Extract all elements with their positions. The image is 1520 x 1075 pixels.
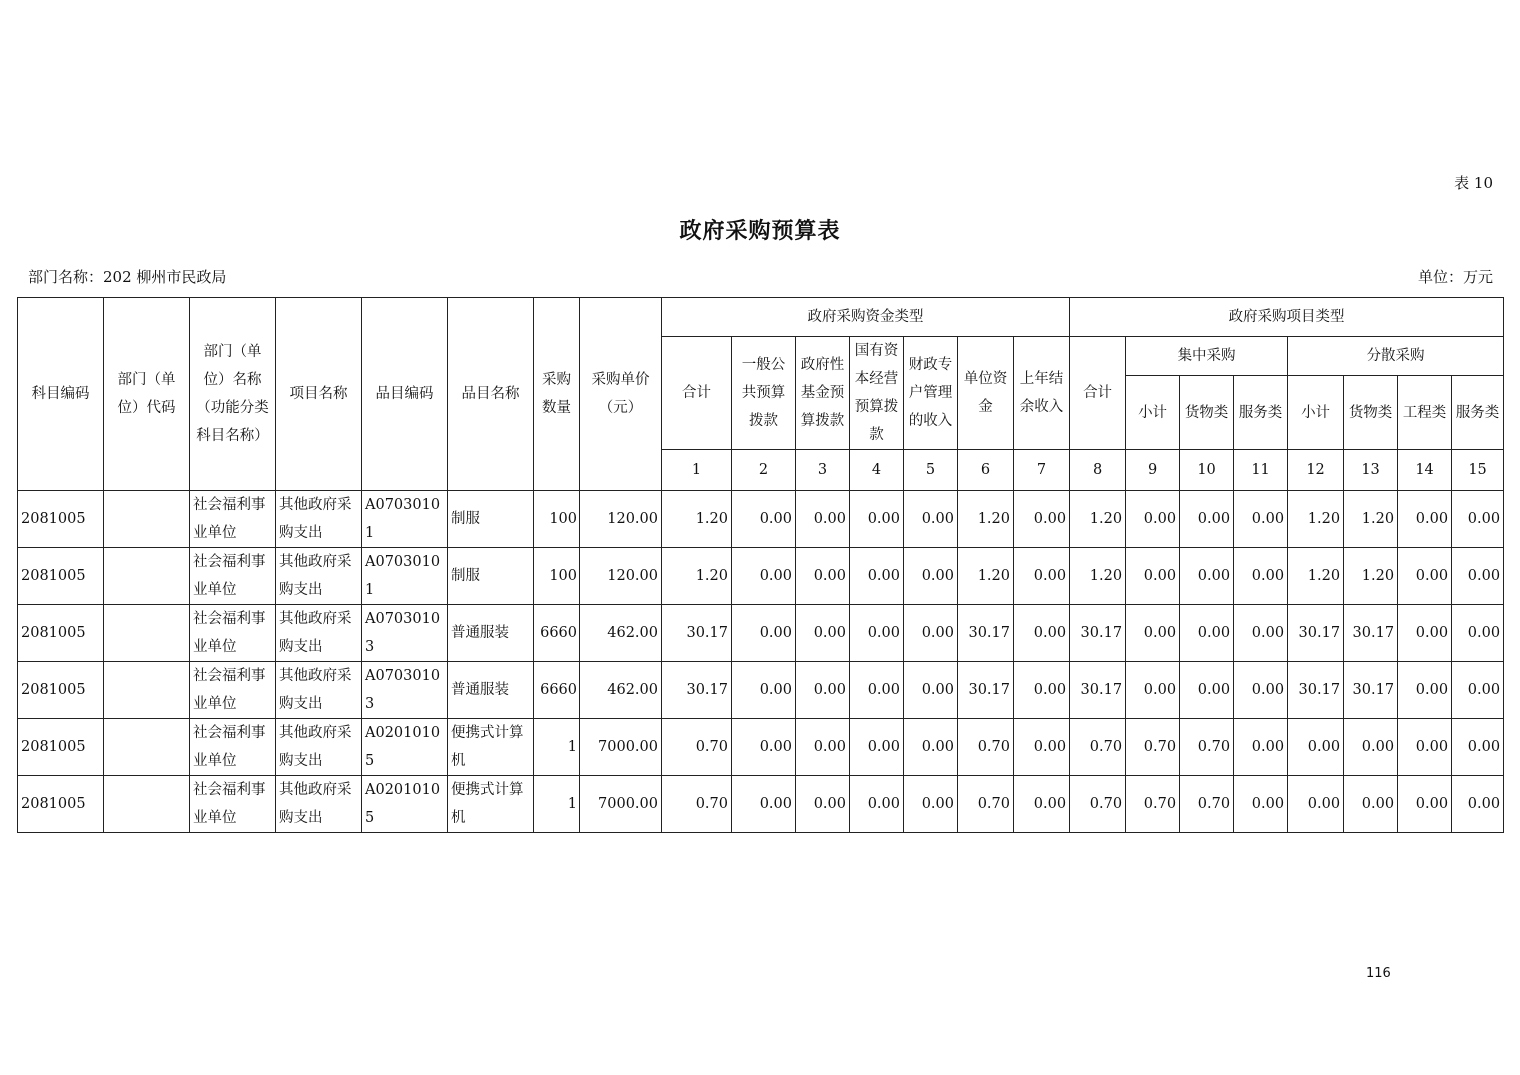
header-gov-fund-budget: 政府性基金预算拨款: [796, 337, 850, 450]
cell-decentralized-subtotal: 0.00: [1288, 719, 1344, 776]
header-decentralized-works: 工程类: [1398, 376, 1452, 450]
cell-quantity: 1: [534, 776, 580, 833]
cell-special-account: 0.00: [904, 662, 958, 719]
cell-unit-fund: 0.70: [958, 719, 1014, 776]
column-number: 10: [1180, 450, 1234, 491]
cell-gov-fund: 0.00: [796, 719, 850, 776]
table-row: [18, 719, 1504, 776]
cell-project-name: 其他政府采购支出: [276, 491, 362, 548]
cell-decentralized-goods: 30.17: [1344, 605, 1398, 662]
cell-decentralized-subtotal: 1.20: [1288, 548, 1344, 605]
cell-unit-fund: 0.70: [958, 776, 1014, 833]
cell-centralized-goods: 0.00: [1180, 548, 1234, 605]
cell-dept-code: [104, 605, 190, 662]
cell-subject-code: 2081005: [18, 548, 104, 605]
cell-decentralized-works: 0.00: [1398, 719, 1452, 776]
cell-item-name: 便携式计算机: [448, 719, 534, 776]
cell-state-capital: 0.00: [850, 548, 904, 605]
column-number: 4: [850, 450, 904, 491]
cell-gov-fund: 0.00: [796, 605, 850, 662]
header-decentralized-subtotal: 小计: [1288, 376, 1344, 450]
cell-centralized-services: 0.00: [1234, 548, 1288, 605]
cell-dept-name: 社会福利事业单位: [190, 548, 276, 605]
cell-project-total: 0.70: [1070, 776, 1126, 833]
column-number: 6: [958, 450, 1014, 491]
cell-state-capital: 0.00: [850, 605, 904, 662]
table-row: [18, 548, 1504, 605]
header-special-account-income: 财政专户管理的收入: [904, 337, 958, 450]
cell-project-total: 1.20: [1070, 491, 1126, 548]
cell-special-account: 0.00: [904, 776, 958, 833]
column-number: 12: [1288, 450, 1344, 491]
table-row: [18, 491, 1504, 548]
header-decentralized-services: 服务类: [1452, 376, 1504, 450]
cell-general-public: 0.00: [732, 662, 796, 719]
cell-unit-fund: 1.20: [958, 548, 1014, 605]
table-number: 表 10: [1454, 174, 1493, 192]
unit-label: 单位：万元: [1417, 268, 1493, 286]
cell-state-capital: 0.00: [850, 662, 904, 719]
cell-prior-balance: 0.00: [1014, 776, 1070, 833]
cell-decentralized-works: 0.00: [1398, 605, 1452, 662]
header-fund-type-group: 政府采购资金类型: [662, 298, 1070, 337]
cell-project-name: 其他政府采购支出: [276, 719, 362, 776]
department-name: 部门名称：202 柳州市民政局: [28, 268, 227, 286]
page-number: 116: [1366, 966, 1391, 981]
cell-fund-total: 0.70: [662, 719, 732, 776]
procurement-budget-table: [17, 297, 1504, 833]
cell-item-code: A07030103: [362, 605, 448, 662]
header-item-name: 品目名称: [448, 298, 534, 491]
cell-centralized-services: 0.00: [1234, 662, 1288, 719]
cell-dept-code: [104, 776, 190, 833]
column-number: 13: [1344, 450, 1398, 491]
cell-dept-name: 社会福利事业单位: [190, 605, 276, 662]
cell-gov-fund: 0.00: [796, 776, 850, 833]
cell-decentralized-goods: 0.00: [1344, 776, 1398, 833]
cell-special-account: 0.00: [904, 548, 958, 605]
cell-dept-code: [104, 491, 190, 548]
cell-unit-fund: 30.17: [958, 662, 1014, 719]
cell-quantity: 6660: [534, 605, 580, 662]
cell-decentralized-subtotal: 1.20: [1288, 491, 1344, 548]
cell-subject-code: 2081005: [18, 719, 104, 776]
header-unit-fund: 单位资金: [958, 337, 1014, 450]
cell-prior-balance: 0.00: [1014, 662, 1070, 719]
cell-item-name: 普通服装: [448, 662, 534, 719]
cell-project-name: 其他政府采购支出: [276, 662, 362, 719]
cell-decentralized-works: 0.00: [1398, 776, 1452, 833]
cell-fund-total: 0.70: [662, 776, 732, 833]
cell-state-capital: 0.00: [850, 491, 904, 548]
cell-unit-price: 7000.00: [580, 719, 662, 776]
header-dept-name: 部门（单位）名称（功能分类科目名称）: [190, 298, 276, 491]
cell-dept-code: [104, 548, 190, 605]
cell-item-name: 制服: [448, 548, 534, 605]
cell-quantity: 100: [534, 548, 580, 605]
cell-state-capital: 0.00: [850, 776, 904, 833]
cell-centralized-goods: 0.00: [1180, 662, 1234, 719]
header-project-name: 项目名称: [276, 298, 362, 491]
header-prior-year-balance: 上年结余收入: [1014, 337, 1070, 450]
cell-subject-code: 2081005: [18, 491, 104, 548]
cell-decentralized-services: 0.00: [1452, 491, 1504, 548]
header-subject-code: 科目编码: [18, 298, 104, 491]
page-title: 政府采购预算表: [679, 218, 841, 244]
cell-gov-fund: 0.00: [796, 662, 850, 719]
cell-decentralized-goods: 30.17: [1344, 662, 1398, 719]
header-decentralized-procurement: 分散采购: [1288, 337, 1504, 376]
table-row: [18, 776, 1504, 833]
cell-centralized-subtotal: 0.00: [1126, 605, 1180, 662]
cell-centralized-services: 0.00: [1234, 719, 1288, 776]
header-fund-total: 合计: [662, 337, 732, 450]
cell-gov-fund: 0.00: [796, 548, 850, 605]
cell-centralized-goods: 0.70: [1180, 719, 1234, 776]
cell-decentralized-services: 0.00: [1452, 719, 1504, 776]
cell-item-name: 便携式计算机: [448, 776, 534, 833]
header-state-capital-budget: 国有资本经营预算拨款: [850, 337, 904, 450]
cell-unit-price: 7000.00: [580, 776, 662, 833]
header-decentralized-goods: 货物类: [1344, 376, 1398, 450]
cell-centralized-goods: 0.00: [1180, 491, 1234, 548]
cell-unit-price: 462.00: [580, 662, 662, 719]
cell-centralized-subtotal: 0.00: [1126, 662, 1180, 719]
cell-dept-name: 社会福利事业单位: [190, 776, 276, 833]
cell-fund-total: 1.20: [662, 548, 732, 605]
cell-project-total: 0.70: [1070, 719, 1126, 776]
cell-item-code: A07030101: [362, 548, 448, 605]
cell-project-name: 其他政府采购支出: [276, 776, 362, 833]
cell-decentralized-works: 0.00: [1398, 491, 1452, 548]
cell-decentralized-subtotal: 30.17: [1288, 662, 1344, 719]
cell-unit-fund: 1.20: [958, 491, 1014, 548]
cell-dept-code: [104, 719, 190, 776]
header-project-type-group: 政府采购项目类型: [1070, 298, 1504, 337]
cell-centralized-goods: 0.70: [1180, 776, 1234, 833]
cell-project-name: 其他政府采购支出: [276, 548, 362, 605]
table-row: [18, 605, 1504, 662]
cell-subject-code: 2081005: [18, 605, 104, 662]
cell-decentralized-services: 0.00: [1452, 662, 1504, 719]
cell-centralized-services: 0.00: [1234, 491, 1288, 548]
cell-decentralized-services: 0.00: [1452, 548, 1504, 605]
cell-special-account: 0.00: [904, 491, 958, 548]
cell-decentralized-goods: 0.00: [1344, 719, 1398, 776]
cell-dept-name: 社会福利事业单位: [190, 719, 276, 776]
cell-quantity: 6660: [534, 662, 580, 719]
column-number: 8: [1070, 450, 1126, 491]
cell-centralized-services: 0.00: [1234, 605, 1288, 662]
cell-general-public: 0.00: [732, 605, 796, 662]
column-number: 2: [732, 450, 796, 491]
cell-fund-total: 30.17: [662, 605, 732, 662]
cell-general-public: 0.00: [732, 719, 796, 776]
cell-special-account: 0.00: [904, 719, 958, 776]
cell-project-total: 1.20: [1070, 548, 1126, 605]
cell-unit-price: 462.00: [580, 605, 662, 662]
cell-dept-name: 社会福利事业单位: [190, 662, 276, 719]
cell-quantity: 100: [534, 491, 580, 548]
cell-item-code: A02010105: [362, 719, 448, 776]
header-centralized-procurement: 集中采购: [1126, 337, 1288, 376]
cell-project-total: 30.17: [1070, 662, 1126, 719]
cell-fund-total: 1.20: [662, 491, 732, 548]
cell-decentralized-works: 0.00: [1398, 548, 1452, 605]
cell-general-public: 0.00: [732, 548, 796, 605]
cell-centralized-subtotal: 0.70: [1126, 719, 1180, 776]
cell-decentralized-goods: 1.20: [1344, 491, 1398, 548]
cell-centralized-subtotal: 0.00: [1126, 491, 1180, 548]
table-body: [18, 491, 1504, 833]
cell-item-code: A02010105: [362, 776, 448, 833]
cell-prior-balance: 0.00: [1014, 548, 1070, 605]
header-project-total: 合计: [1070, 337, 1126, 450]
cell-general-public: 0.00: [732, 776, 796, 833]
header-quantity: 采购数量: [534, 298, 580, 491]
cell-subject-code: 2081005: [18, 776, 104, 833]
cell-dept-name: 社会福利事业单位: [190, 491, 276, 548]
column-number: 7: [1014, 450, 1070, 491]
cell-subject-code: 2081005: [18, 662, 104, 719]
cell-decentralized-subtotal: 0.00: [1288, 776, 1344, 833]
cell-quantity: 1: [534, 719, 580, 776]
cell-decentralized-services: 0.00: [1452, 776, 1504, 833]
table-row: [18, 662, 1504, 719]
cell-item-name: 普通服装: [448, 605, 534, 662]
cell-prior-balance: 0.00: [1014, 719, 1070, 776]
header-general-public-budget: 一般公共预算拨款: [732, 337, 796, 450]
column-number: 1: [662, 450, 732, 491]
cell-fund-total: 30.17: [662, 662, 732, 719]
cell-prior-balance: 0.00: [1014, 605, 1070, 662]
cell-centralized-subtotal: 0.00: [1126, 548, 1180, 605]
cell-gov-fund: 0.00: [796, 491, 850, 548]
header-centralized-subtotal: 小计: [1126, 376, 1180, 450]
cell-special-account: 0.00: [904, 605, 958, 662]
cell-unit-price: 120.00: [580, 491, 662, 548]
cell-project-total: 30.17: [1070, 605, 1126, 662]
cell-item-code: A07030101: [362, 491, 448, 548]
column-number: 9: [1126, 450, 1180, 491]
cell-item-code: A07030103: [362, 662, 448, 719]
cell-decentralized-works: 0.00: [1398, 662, 1452, 719]
cell-unit-price: 120.00: [580, 548, 662, 605]
cell-prior-balance: 0.00: [1014, 491, 1070, 548]
column-number: 11: [1234, 450, 1288, 491]
header-unit-price: 采购单价（元）: [580, 298, 662, 491]
cell-state-capital: 0.00: [850, 719, 904, 776]
header-dept-code: 部门（单位）代码: [104, 298, 190, 491]
cell-centralized-subtotal: 0.70: [1126, 776, 1180, 833]
cell-centralized-goods: 0.00: [1180, 605, 1234, 662]
cell-unit-fund: 30.17: [958, 605, 1014, 662]
cell-centralized-services: 0.00: [1234, 776, 1288, 833]
cell-decentralized-services: 0.00: [1452, 605, 1504, 662]
cell-dept-code: [104, 662, 190, 719]
column-number: 14: [1398, 450, 1452, 491]
cell-decentralized-subtotal: 30.17: [1288, 605, 1344, 662]
cell-decentralized-goods: 1.20: [1344, 548, 1398, 605]
header-centralized-goods: 货物类: [1180, 376, 1234, 450]
cell-general-public: 0.00: [732, 491, 796, 548]
header-centralized-services: 服务类: [1234, 376, 1288, 450]
cell-project-name: 其他政府采购支出: [276, 605, 362, 662]
column-number: 15: [1452, 450, 1504, 491]
column-number: 5: [904, 450, 958, 491]
cell-item-name: 制服: [448, 491, 534, 548]
header-item-code: 品目编码: [362, 298, 448, 491]
column-number: 3: [796, 450, 850, 491]
